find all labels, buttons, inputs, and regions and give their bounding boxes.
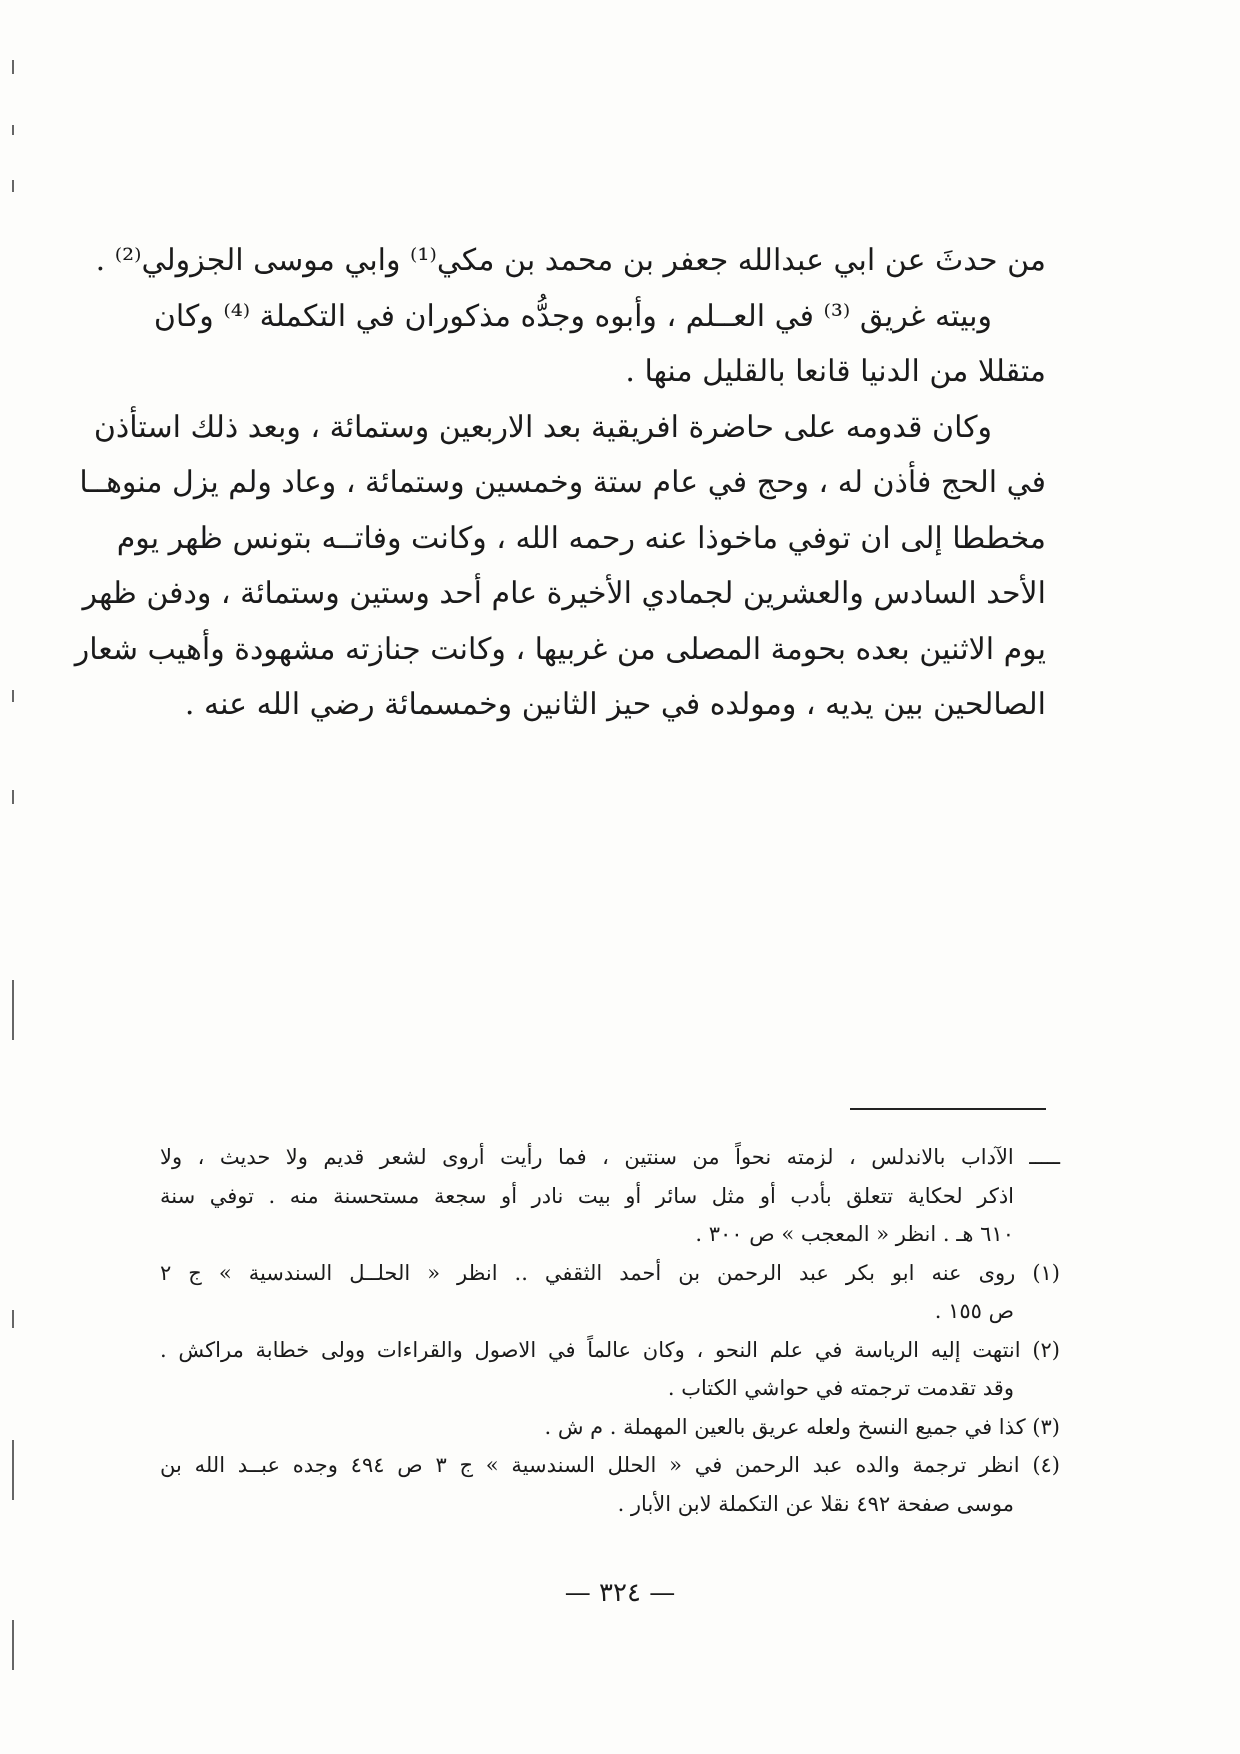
scan-speck xyxy=(12,1310,14,1328)
body-line: وبيته غريق ⁽³⁾ في العــلم ، وأبوه وجدُّه مذكوران في التكملة ⁽⁴⁾ وكان xyxy=(153,298,992,334)
footnote-line: ص ١٥٥ . xyxy=(934,1299,1014,1323)
scan-speck xyxy=(12,60,14,74)
body-line: من حدثَ عن ابي عبدالله جعفر بن محمد بن مكي⁽¹⁾ وابي موسى الجزولي⁽²⁾ . xyxy=(95,243,1046,278)
footnote-line: (٢) انتهت إليه الرياسة في علم النحو ، وكان عالماً في الاصول والقراءات وولى خطابة مراكش . xyxy=(160,1337,1060,1362)
footnote-line: اذكر لحكاية تتعلق بأدب أو مثل سائر أو بيت نادر أو سجعة مستحسنة منه . توفي سنة xyxy=(160,1183,1014,1208)
scan-speck xyxy=(12,790,14,804)
body-line: وكان قدومه على حاضرة افريقية بعد الاربعين وستمائة ، وبعد ذلك استأذن xyxy=(93,409,992,445)
footnotes xyxy=(160,1138,1060,1523)
footnote-line: (٣) كذا في جميع النسخ ولعله عريق بالعين المهملة . م ش . xyxy=(544,1414,1060,1439)
body-line: الأحد السادس والعشرين لجمادي الأخيرة عام أحد وستين وستمائة ، ودفن ظهر xyxy=(82,576,1046,611)
body-line: يوم الاثنين بعده بحومة المصلى من غربيها ، وكانت جنازته مشهودة وأهيب شعار xyxy=(74,631,1046,667)
scan-speck xyxy=(12,1440,14,1500)
footnote-line: (٤) انظر ترجمة والده عبد الرحمن في « الحلل السندسية » ج ٣ ص ٤٩٤ وجده عبــد الله بن xyxy=(160,1453,1060,1477)
body-line: في الحج فأذن له ، وحج في عام ستة وخمسين وستمائة ، وعاد ولم يزل منوهــا xyxy=(79,465,1046,500)
footnote-line: موسى صفحة ٤٩٢ نقلا عن التكملة لابن الأبار . xyxy=(617,1491,1014,1516)
main-body-text xyxy=(74,233,1046,733)
scan-speck xyxy=(12,690,14,702)
body-line: متقللا من الدنيا قانعا بالقليل منها . xyxy=(625,354,1046,389)
body-line: مخططا إلى ان توفي ماخوذا عنه رحمه الله ، وكانت وفاتــه بتونس ظهر يوم xyxy=(116,520,1046,556)
footnote-line: ٦١٠ هـ . انظر « المعجب » ص ٣٠٠ . xyxy=(695,1222,1014,1246)
footnote-line: (١) روى عنه ابو بكر عبد الرحمن بن أحمد الثقفي .. انظر « الحلــل السندسية » ج ٢ xyxy=(160,1260,1060,1285)
scan-speck xyxy=(12,1620,14,1670)
scan-speck xyxy=(12,125,14,135)
scan-speck xyxy=(12,180,14,192)
scan-speck xyxy=(12,980,14,1040)
footnote-line: ـــــ الآداب بالاندلس ، لزمته نحواً من سنتين ، فما رأيت أروى لشعر قديم ولا حديث ، ولا xyxy=(160,1145,1060,1169)
page-number: — ٣٢٤ — xyxy=(564,1578,676,1608)
footnote-line: وقد تقدمت ترجمته في حواشي الكتاب . xyxy=(667,1376,1014,1400)
body-line: الصالحين بين يديه ، ومولده في حيز الثانين وخمسمائة رضي الله عنه . xyxy=(184,687,1046,722)
footnote-separator xyxy=(850,1108,1046,1110)
